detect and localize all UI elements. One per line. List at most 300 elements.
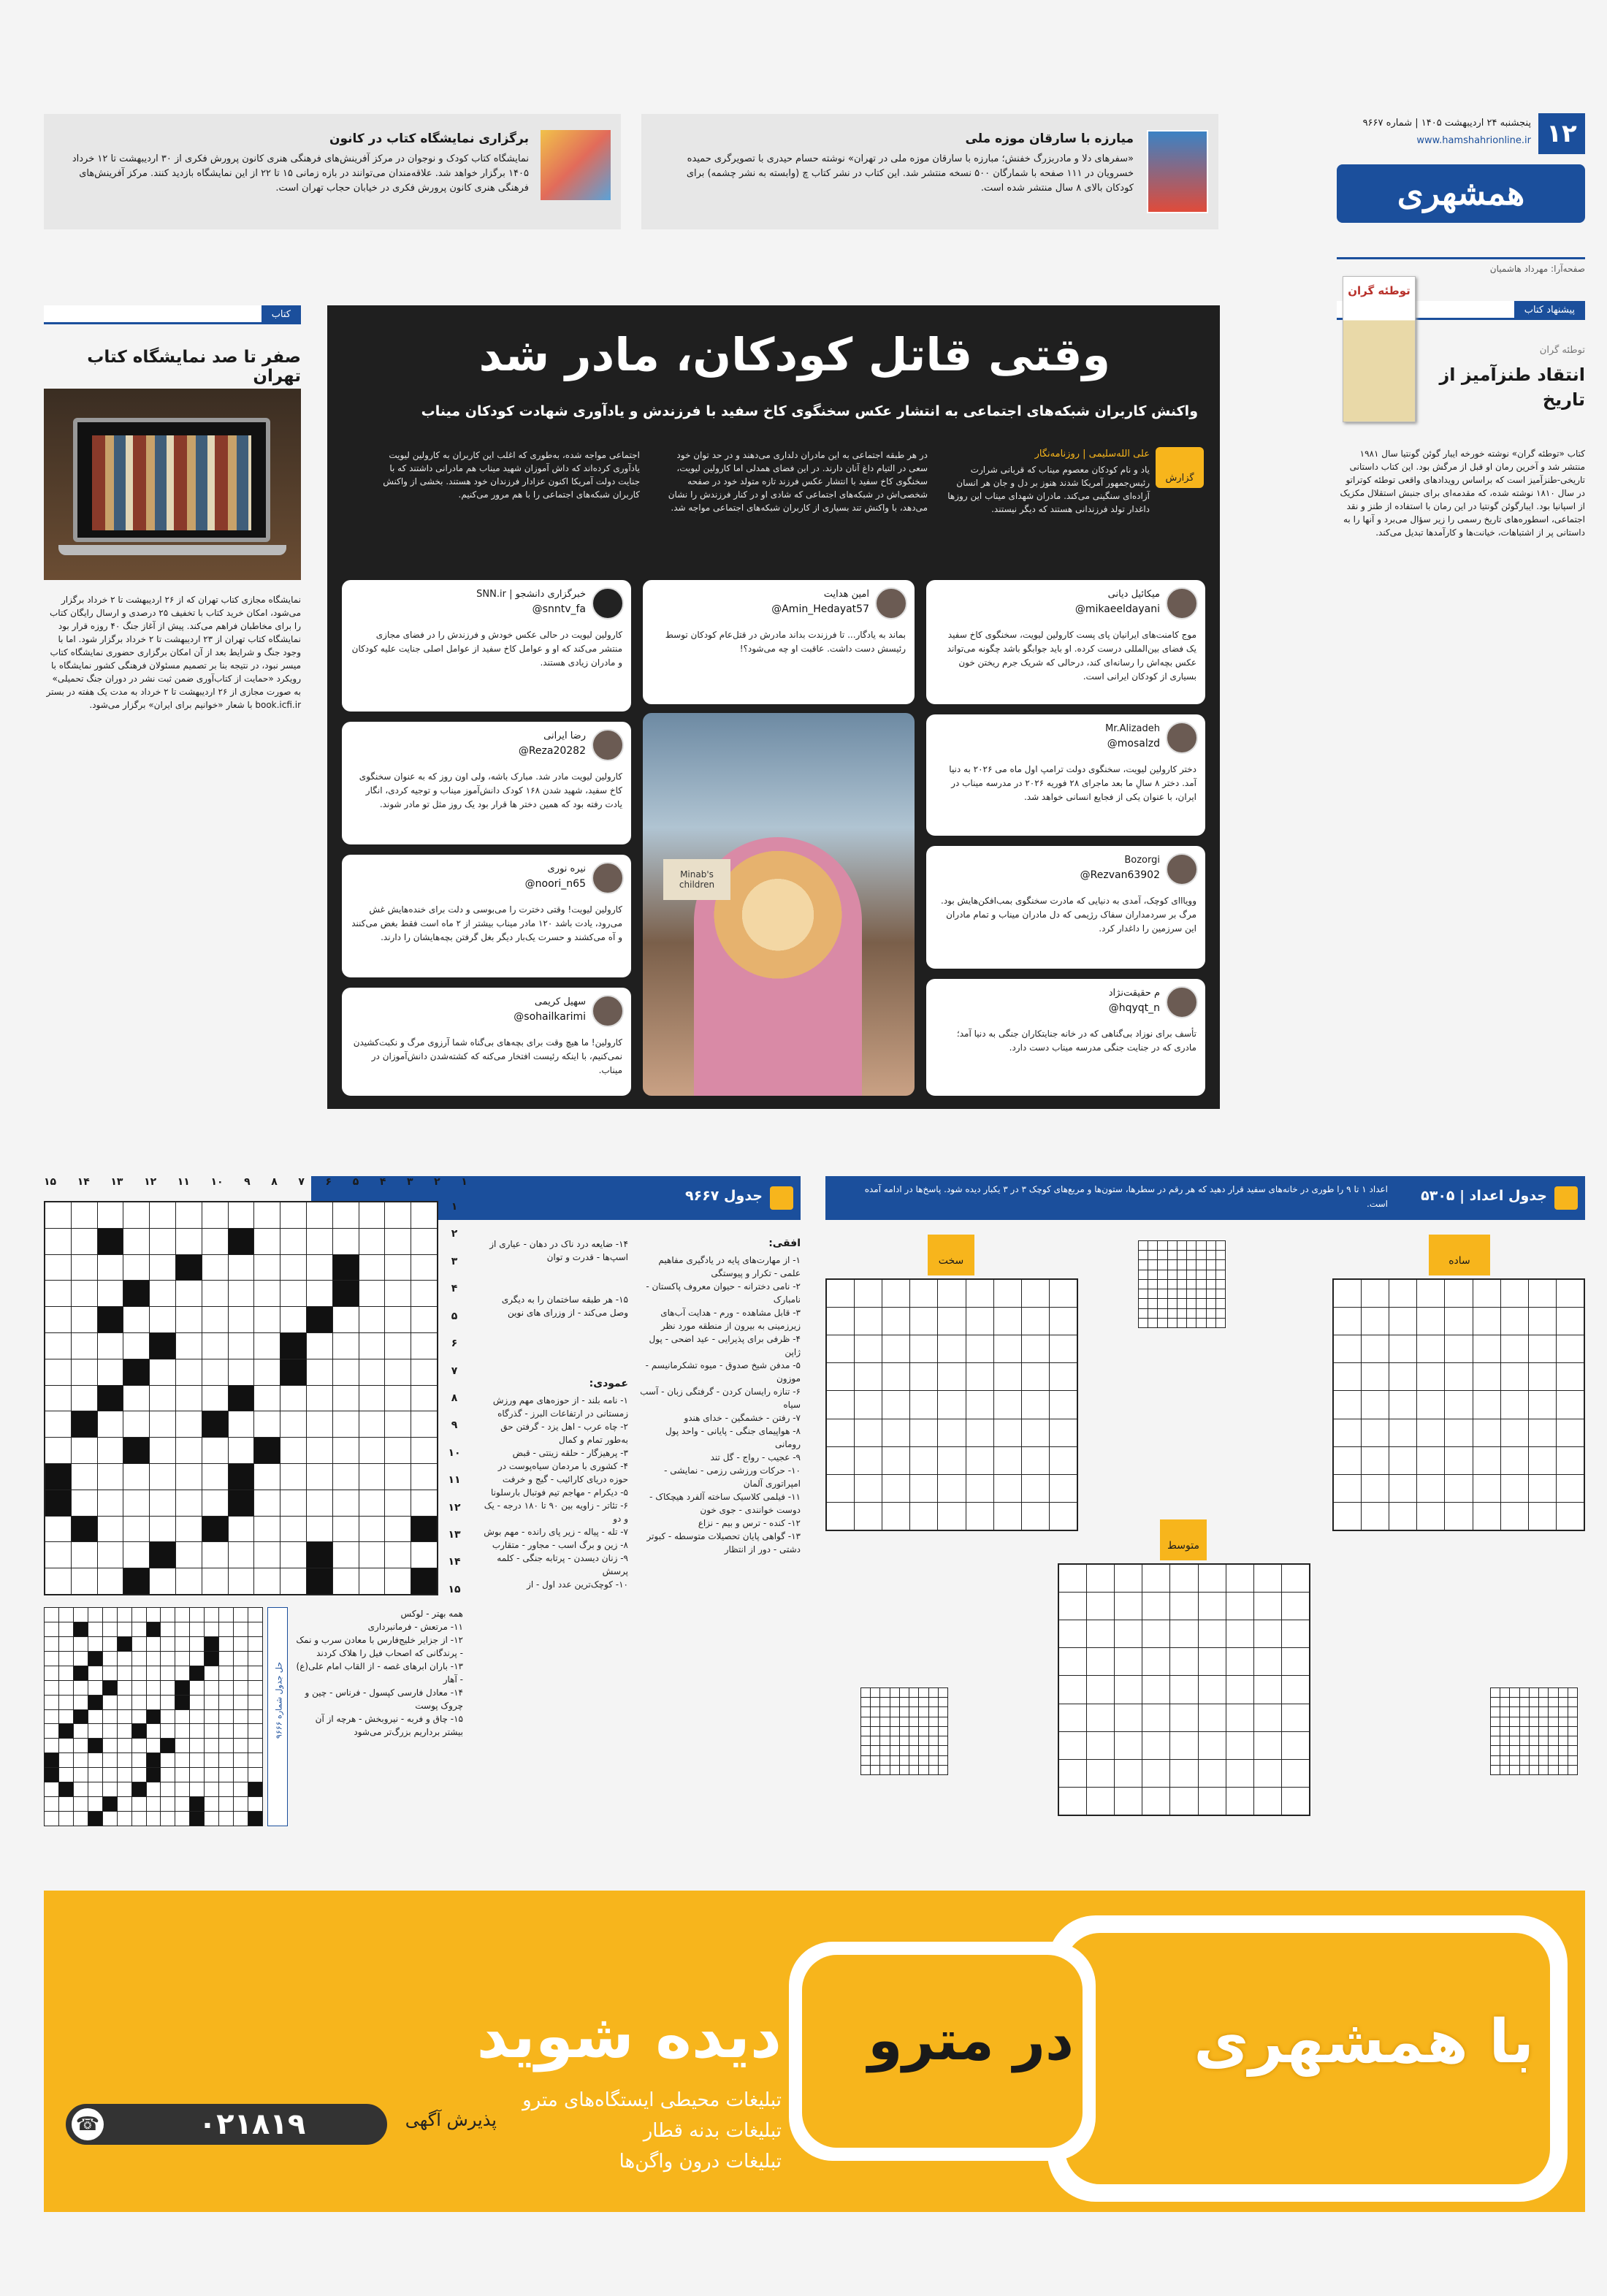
grid-cell[interactable] bbox=[150, 1490, 175, 1516]
grid-cell[interactable] bbox=[1170, 1565, 1197, 1592]
grid-cell[interactable] bbox=[88, 1797, 102, 1811]
grid-cell[interactable] bbox=[147, 1782, 161, 1796]
grid-cell[interactable] bbox=[98, 1517, 123, 1542]
grid-cell[interactable] bbox=[190, 1622, 204, 1636]
grid-cell[interactable] bbox=[938, 1335, 965, 1362]
grid-cell[interactable] bbox=[45, 1542, 71, 1568]
sudoku-grid-hard[interactable] bbox=[825, 1278, 1078, 1531]
grid-cell[interactable] bbox=[190, 1710, 204, 1724]
grid-cell[interactable] bbox=[1389, 1335, 1416, 1362]
grid-cell[interactable] bbox=[1115, 1648, 1142, 1675]
grid-cell[interactable] bbox=[202, 1438, 228, 1463]
grid-cell[interactable] bbox=[103, 1696, 117, 1709]
grid-cell[interactable] bbox=[118, 1652, 131, 1666]
grid-cell[interactable] bbox=[1501, 1419, 1528, 1446]
grid-cell[interactable] bbox=[147, 1797, 161, 1811]
grid-cell[interactable] bbox=[1050, 1475, 1077, 1502]
grid-cell[interactable] bbox=[1362, 1308, 1389, 1335]
grid-cell[interactable] bbox=[994, 1503, 1021, 1530]
grid-cell[interactable] bbox=[1050, 1391, 1077, 1418]
grid-cell[interactable] bbox=[385, 1438, 411, 1463]
grid-cell[interactable] bbox=[45, 1281, 71, 1306]
grid-cell[interactable] bbox=[72, 1568, 97, 1594]
grid-cell[interactable] bbox=[161, 1782, 175, 1796]
grid-cell[interactable] bbox=[1022, 1503, 1049, 1530]
grid-cell[interactable] bbox=[307, 1386, 332, 1411]
grid-cell[interactable] bbox=[994, 1391, 1021, 1418]
grid-cell[interactable] bbox=[98, 1542, 123, 1568]
grid-cell[interactable] bbox=[1362, 1447, 1389, 1474]
grid-cell[interactable] bbox=[1417, 1503, 1444, 1530]
grid-cell[interactable] bbox=[229, 1411, 254, 1437]
grid-cell[interactable] bbox=[1142, 1760, 1169, 1787]
grid-cell[interactable] bbox=[98, 1411, 123, 1437]
grid-cell[interactable] bbox=[88, 1637, 102, 1651]
grid-cell[interactable] bbox=[307, 1411, 332, 1437]
grid-cell[interactable] bbox=[147, 1637, 161, 1651]
grid-cell[interactable] bbox=[229, 1255, 254, 1281]
grid-cell[interactable] bbox=[205, 1608, 218, 1622]
grid-cell[interactable] bbox=[1087, 1732, 1114, 1759]
grid-cell[interactable] bbox=[74, 1812, 88, 1826]
grid-cell[interactable] bbox=[1142, 1620, 1169, 1647]
grid-cell[interactable] bbox=[1226, 1760, 1253, 1787]
grid-cell[interactable] bbox=[385, 1542, 411, 1568]
grid-cell[interactable] bbox=[254, 1229, 280, 1254]
grid-cell[interactable] bbox=[190, 1724, 204, 1738]
tweet-card[interactable] bbox=[342, 855, 631, 977]
grid-cell[interactable] bbox=[280, 1464, 306, 1490]
grid-cell[interactable] bbox=[1087, 1704, 1114, 1731]
tweet-card[interactable] bbox=[926, 714, 1205, 836]
grid-cell[interactable] bbox=[118, 1681, 131, 1695]
grid-cell[interactable] bbox=[234, 1696, 248, 1709]
grid-cell[interactable] bbox=[150, 1359, 175, 1385]
grid-cell[interactable] bbox=[1199, 1593, 1226, 1620]
grid-cell[interactable] bbox=[150, 1438, 175, 1463]
grid-cell[interactable] bbox=[219, 1753, 233, 1767]
grid-cell[interactable] bbox=[176, 1490, 202, 1516]
grid-cell[interactable] bbox=[910, 1363, 937, 1390]
grid-cell[interactable] bbox=[161, 1710, 175, 1724]
grid-cell[interactable] bbox=[882, 1391, 909, 1418]
grid-cell[interactable] bbox=[307, 1333, 332, 1359]
grid-cell[interactable] bbox=[132, 1622, 146, 1636]
grid-cell[interactable] bbox=[1022, 1335, 1049, 1362]
grid-cell[interactable] bbox=[161, 1768, 175, 1782]
grid-cell[interactable] bbox=[175, 1739, 189, 1752]
grid-cell[interactable] bbox=[1389, 1475, 1416, 1502]
grid-cell[interactable] bbox=[1362, 1335, 1389, 1362]
grid-cell[interactable] bbox=[359, 1517, 385, 1542]
grid-cell[interactable] bbox=[45, 1652, 58, 1666]
grid-cell[interactable] bbox=[202, 1202, 228, 1228]
grid-cell[interactable] bbox=[176, 1281, 202, 1306]
grid-cell[interactable] bbox=[176, 1333, 202, 1359]
grid-cell[interactable] bbox=[385, 1255, 411, 1281]
grid-cell[interactable] bbox=[411, 1542, 437, 1568]
grid-cell[interactable] bbox=[150, 1281, 175, 1306]
grid-cell[interactable] bbox=[72, 1438, 97, 1463]
grid-cell[interactable] bbox=[132, 1753, 146, 1767]
grid-cell[interactable] bbox=[994, 1447, 1021, 1474]
grid-cell[interactable] bbox=[219, 1782, 233, 1796]
grid-cell[interactable] bbox=[1557, 1308, 1584, 1335]
grid-cell[interactable] bbox=[1254, 1593, 1281, 1620]
grid-cell[interactable] bbox=[118, 1608, 131, 1622]
grid-cell[interactable] bbox=[1254, 1788, 1281, 1815]
grid-cell[interactable] bbox=[150, 1568, 175, 1594]
grid-cell[interactable] bbox=[72, 1202, 97, 1228]
grid-cell[interactable] bbox=[827, 1475, 854, 1502]
grid-cell[interactable] bbox=[74, 1637, 88, 1651]
grid-cell[interactable] bbox=[827, 1419, 854, 1446]
grid-cell[interactable] bbox=[45, 1333, 71, 1359]
grid-cell[interactable] bbox=[229, 1202, 254, 1228]
grid-cell[interactable] bbox=[855, 1475, 882, 1502]
grid-cell[interactable] bbox=[1226, 1648, 1253, 1675]
grid-cell[interactable] bbox=[229, 1281, 254, 1306]
grid-cell[interactable] bbox=[1059, 1704, 1086, 1731]
grid-cell[interactable] bbox=[359, 1202, 385, 1228]
grid-cell[interactable] bbox=[411, 1490, 437, 1516]
grid-cell[interactable] bbox=[910, 1503, 937, 1530]
grid-cell[interactable] bbox=[307, 1490, 332, 1516]
grid-cell[interactable] bbox=[1529, 1335, 1556, 1362]
grid-cell[interactable] bbox=[1501, 1447, 1528, 1474]
grid-cell[interactable] bbox=[994, 1335, 1021, 1362]
grid-cell[interactable] bbox=[205, 1768, 218, 1782]
grid-cell[interactable] bbox=[1142, 1788, 1169, 1815]
grid-cell[interactable] bbox=[234, 1753, 248, 1767]
grid-cell[interactable] bbox=[1022, 1419, 1049, 1446]
grid-cell[interactable] bbox=[147, 1739, 161, 1752]
grid-cell[interactable] bbox=[118, 1710, 131, 1724]
grid-cell[interactable] bbox=[123, 1202, 149, 1228]
grid-cell[interactable] bbox=[147, 1652, 161, 1666]
grid-cell[interactable] bbox=[175, 1666, 189, 1680]
grid-cell[interactable] bbox=[254, 1411, 280, 1437]
grid-cell[interactable] bbox=[411, 1307, 437, 1332]
grid-cell[interactable] bbox=[254, 1333, 280, 1359]
grid-cell[interactable] bbox=[132, 1797, 146, 1811]
grid-cell[interactable] bbox=[248, 1739, 262, 1752]
grid-cell[interactable] bbox=[118, 1622, 131, 1636]
grid-cell[interactable] bbox=[74, 1768, 88, 1782]
grid-cell[interactable] bbox=[882, 1447, 909, 1474]
grid-cell[interactable] bbox=[59, 1812, 73, 1826]
grid-cell[interactable] bbox=[72, 1281, 97, 1306]
grid-cell[interactable] bbox=[966, 1363, 993, 1390]
tweet-card[interactable] bbox=[926, 580, 1205, 704]
grid-cell[interactable] bbox=[88, 1782, 102, 1796]
grid-cell[interactable] bbox=[176, 1411, 202, 1437]
grid-cell[interactable] bbox=[190, 1652, 204, 1666]
grid-cell[interactable] bbox=[385, 1281, 411, 1306]
grid-cell[interactable] bbox=[882, 1475, 909, 1502]
grid-cell[interactable] bbox=[333, 1386, 359, 1411]
grid-cell[interactable] bbox=[966, 1419, 993, 1446]
grid-cell[interactable] bbox=[1557, 1280, 1584, 1307]
grid-cell[interactable] bbox=[385, 1490, 411, 1516]
grid-cell[interactable] bbox=[359, 1307, 385, 1332]
grid-cell[interactable] bbox=[827, 1280, 854, 1307]
grid-cell[interactable] bbox=[1170, 1620, 1197, 1647]
grid-cell[interactable] bbox=[147, 1666, 161, 1680]
grid-cell[interactable] bbox=[150, 1386, 175, 1411]
grid-cell[interactable] bbox=[966, 1447, 993, 1474]
grid-cell[interactable] bbox=[1170, 1648, 1197, 1675]
grid-cell[interactable] bbox=[161, 1666, 175, 1680]
grid-cell[interactable] bbox=[1087, 1760, 1114, 1787]
grid-cell[interactable] bbox=[72, 1307, 97, 1332]
grid-cell[interactable] bbox=[202, 1490, 228, 1516]
grid-cell[interactable] bbox=[202, 1281, 228, 1306]
grid-cell[interactable] bbox=[254, 1307, 280, 1332]
grid-cell[interactable] bbox=[254, 1202, 280, 1228]
grid-cell[interactable] bbox=[280, 1229, 306, 1254]
grid-cell[interactable] bbox=[1501, 1363, 1528, 1390]
grid-cell[interactable] bbox=[411, 1281, 437, 1306]
grid-cell[interactable] bbox=[333, 1517, 359, 1542]
grid-cell[interactable] bbox=[1529, 1308, 1556, 1335]
grid-cell[interactable] bbox=[59, 1739, 73, 1752]
grid-cell[interactable] bbox=[1389, 1308, 1416, 1335]
grid-cell[interactable] bbox=[1282, 1648, 1309, 1675]
grid-cell[interactable] bbox=[147, 1608, 161, 1622]
grid-cell[interactable] bbox=[123, 1255, 149, 1281]
grid-cell[interactable] bbox=[1417, 1391, 1444, 1418]
logo[interactable] bbox=[1337, 164, 1585, 223]
grid-cell[interactable] bbox=[45, 1637, 58, 1651]
grid-cell[interactable] bbox=[359, 1542, 385, 1568]
grid-cell[interactable] bbox=[966, 1391, 993, 1418]
grid-cell[interactable] bbox=[1473, 1308, 1500, 1335]
grid-cell[interactable] bbox=[190, 1753, 204, 1767]
grid-cell[interactable] bbox=[385, 1517, 411, 1542]
grid-cell[interactable] bbox=[45, 1739, 58, 1752]
grid-cell[interactable] bbox=[74, 1739, 88, 1752]
grid-cell[interactable] bbox=[1059, 1732, 1086, 1759]
grid-cell[interactable] bbox=[1087, 1565, 1114, 1592]
grid-cell[interactable] bbox=[1417, 1280, 1444, 1307]
grid-cell[interactable] bbox=[45, 1229, 71, 1254]
grid-cell[interactable] bbox=[45, 1696, 58, 1709]
grid-cell[interactable] bbox=[1226, 1676, 1253, 1703]
grid-cell[interactable] bbox=[150, 1517, 175, 1542]
grid-cell[interactable] bbox=[98, 1438, 123, 1463]
grid-cell[interactable] bbox=[1445, 1280, 1472, 1307]
grid-cell[interactable] bbox=[161, 1797, 175, 1811]
grid-cell[interactable] bbox=[1334, 1335, 1361, 1362]
grid-cell[interactable] bbox=[1529, 1363, 1556, 1390]
grid-cell[interactable] bbox=[45, 1710, 58, 1724]
grid-cell[interactable] bbox=[1199, 1788, 1226, 1815]
grid-cell[interactable] bbox=[359, 1490, 385, 1516]
grid-cell[interactable] bbox=[1417, 1475, 1444, 1502]
grid-cell[interactable] bbox=[103, 1710, 117, 1724]
grid-cell[interactable] bbox=[994, 1280, 1021, 1307]
grid-cell[interactable] bbox=[1501, 1391, 1528, 1418]
grid-cell[interactable] bbox=[123, 1464, 149, 1490]
grid-cell[interactable] bbox=[333, 1464, 359, 1490]
grid-cell[interactable] bbox=[45, 1666, 58, 1680]
grid-cell[interactable] bbox=[123, 1229, 149, 1254]
grid-cell[interactable] bbox=[219, 1797, 233, 1811]
grid-cell[interactable] bbox=[59, 1637, 73, 1651]
grid-cell[interactable] bbox=[103, 1622, 117, 1636]
grid-cell[interactable] bbox=[1557, 1475, 1584, 1502]
grid-cell[interactable] bbox=[1170, 1704, 1197, 1731]
grid-cell[interactable] bbox=[1282, 1620, 1309, 1647]
grid-cell[interactable] bbox=[175, 1768, 189, 1782]
grid-cell[interactable] bbox=[411, 1333, 437, 1359]
grid-cell[interactable] bbox=[74, 1797, 88, 1811]
grid-cell[interactable] bbox=[74, 1652, 88, 1666]
grid-cell[interactable] bbox=[234, 1710, 248, 1724]
grid-cell[interactable] bbox=[1059, 1676, 1086, 1703]
grid-cell[interactable] bbox=[855, 1419, 882, 1446]
grid-cell[interactable] bbox=[385, 1307, 411, 1332]
grid-cell[interactable] bbox=[1059, 1565, 1086, 1592]
grid-cell[interactable] bbox=[1473, 1503, 1500, 1530]
grid-cell[interactable] bbox=[385, 1202, 411, 1228]
grid-cell[interactable] bbox=[385, 1386, 411, 1411]
grid-cell[interactable] bbox=[1362, 1503, 1389, 1530]
grid-cell[interactable] bbox=[219, 1710, 233, 1724]
grid-cell[interactable] bbox=[385, 1359, 411, 1385]
grid-cell[interactable] bbox=[175, 1797, 189, 1811]
grid-cell[interactable] bbox=[1142, 1732, 1169, 1759]
grid-cell[interactable] bbox=[1417, 1335, 1444, 1362]
grid-cell[interactable] bbox=[910, 1335, 937, 1362]
grid-cell[interactable] bbox=[103, 1666, 117, 1680]
grid-cell[interactable] bbox=[176, 1359, 202, 1385]
grid-cell[interactable] bbox=[307, 1464, 332, 1490]
grid-cell[interactable] bbox=[1389, 1391, 1416, 1418]
grid-cell[interactable] bbox=[176, 1229, 202, 1254]
grid-cell[interactable] bbox=[175, 1782, 189, 1796]
grid-cell[interactable] bbox=[1115, 1676, 1142, 1703]
grid-cell[interactable] bbox=[205, 1710, 218, 1724]
grid-cell[interactable] bbox=[333, 1411, 359, 1437]
grid-cell[interactable] bbox=[1389, 1503, 1416, 1530]
grid-cell[interactable] bbox=[1473, 1419, 1500, 1446]
grid-cell[interactable] bbox=[1087, 1620, 1114, 1647]
grid-cell[interactable] bbox=[229, 1542, 254, 1568]
grid-cell[interactable] bbox=[190, 1681, 204, 1695]
grid-cell[interactable] bbox=[994, 1363, 1021, 1390]
grid-cell[interactable] bbox=[234, 1812, 248, 1826]
grid-cell[interactable] bbox=[280, 1542, 306, 1568]
grid-cell[interactable] bbox=[359, 1229, 385, 1254]
grid-cell[interactable] bbox=[205, 1812, 218, 1826]
grid-cell[interactable] bbox=[118, 1696, 131, 1709]
grid-cell[interactable] bbox=[1226, 1620, 1253, 1647]
grid-cell[interactable] bbox=[103, 1637, 117, 1651]
grid-cell[interactable] bbox=[1226, 1704, 1253, 1731]
grid-cell[interactable] bbox=[176, 1386, 202, 1411]
grid-cell[interactable] bbox=[359, 1359, 385, 1385]
grid-cell[interactable] bbox=[234, 1666, 248, 1680]
grid-cell[interactable] bbox=[175, 1710, 189, 1724]
tweet-card[interactable] bbox=[926, 846, 1205, 969]
grid-cell[interactable] bbox=[150, 1464, 175, 1490]
grid-cell[interactable] bbox=[254, 1281, 280, 1306]
grid-cell[interactable] bbox=[1022, 1391, 1049, 1418]
grid-cell[interactable] bbox=[205, 1797, 218, 1811]
grid-cell[interactable] bbox=[234, 1652, 248, 1666]
grid-cell[interactable] bbox=[72, 1490, 97, 1516]
grid-cell[interactable] bbox=[1389, 1447, 1416, 1474]
grid-cell[interactable] bbox=[1199, 1620, 1226, 1647]
grid-cell[interactable] bbox=[333, 1229, 359, 1254]
grid-cell[interactable] bbox=[175, 1753, 189, 1767]
grid-cell[interactable] bbox=[1226, 1788, 1253, 1815]
grid-cell[interactable] bbox=[411, 1438, 437, 1463]
grid-cell[interactable] bbox=[1142, 1565, 1169, 1592]
grid-cell[interactable] bbox=[1199, 1704, 1226, 1731]
grid-cell[interactable] bbox=[359, 1255, 385, 1281]
grid-cell[interactable] bbox=[219, 1812, 233, 1826]
grid-cell[interactable] bbox=[103, 1652, 117, 1666]
grid-cell[interactable] bbox=[45, 1438, 71, 1463]
grid-cell[interactable] bbox=[1557, 1447, 1584, 1474]
grid-cell[interactable] bbox=[205, 1681, 218, 1695]
grid-cell[interactable] bbox=[98, 1464, 123, 1490]
grid-cell[interactable] bbox=[175, 1812, 189, 1826]
grid-cell[interactable] bbox=[966, 1308, 993, 1335]
grid-cell[interactable] bbox=[1115, 1760, 1142, 1787]
grid-cell[interactable] bbox=[1059, 1620, 1086, 1647]
grid-cell[interactable] bbox=[1115, 1565, 1142, 1592]
metro-ad[interactable] bbox=[44, 1891, 1585, 2212]
grid-cell[interactable] bbox=[1529, 1503, 1556, 1530]
grid-cell[interactable] bbox=[161, 1753, 175, 1767]
grid-cell[interactable] bbox=[202, 1359, 228, 1385]
grid-cell[interactable] bbox=[1142, 1704, 1169, 1731]
grid-cell[interactable] bbox=[307, 1202, 332, 1228]
grid-cell[interactable] bbox=[190, 1739, 204, 1752]
grid-cell[interactable] bbox=[74, 1724, 88, 1738]
grid-cell[interactable] bbox=[248, 1696, 262, 1709]
sudoku-grid-medium[interactable] bbox=[1058, 1563, 1310, 1816]
grid-cell[interactable] bbox=[161, 1812, 175, 1826]
grid-cell[interactable] bbox=[411, 1464, 437, 1490]
grid-cell[interactable] bbox=[72, 1386, 97, 1411]
grid-cell[interactable] bbox=[307, 1438, 332, 1463]
grid-cell[interactable] bbox=[359, 1386, 385, 1411]
grid-cell[interactable] bbox=[1170, 1788, 1197, 1815]
grid-cell[interactable] bbox=[45, 1724, 58, 1738]
grid-cell[interactable] bbox=[202, 1386, 228, 1411]
grid-cell[interactable] bbox=[1282, 1704, 1309, 1731]
grid-cell[interactable] bbox=[229, 1333, 254, 1359]
grid-cell[interactable] bbox=[938, 1280, 965, 1307]
grid-cell[interactable] bbox=[219, 1739, 233, 1752]
grid-cell[interactable] bbox=[882, 1308, 909, 1335]
grid-cell[interactable] bbox=[910, 1419, 937, 1446]
grid-cell[interactable] bbox=[176, 1542, 202, 1568]
grid-cell[interactable] bbox=[1334, 1447, 1361, 1474]
grid-cell[interactable] bbox=[248, 1652, 262, 1666]
grid-cell[interactable] bbox=[411, 1411, 437, 1437]
grid-cell[interactable] bbox=[123, 1333, 149, 1359]
grid-cell[interactable] bbox=[1362, 1475, 1389, 1502]
grid-cell[interactable] bbox=[1254, 1676, 1281, 1703]
grid-cell[interactable] bbox=[855, 1503, 882, 1530]
grid-cell[interactable] bbox=[74, 1753, 88, 1767]
